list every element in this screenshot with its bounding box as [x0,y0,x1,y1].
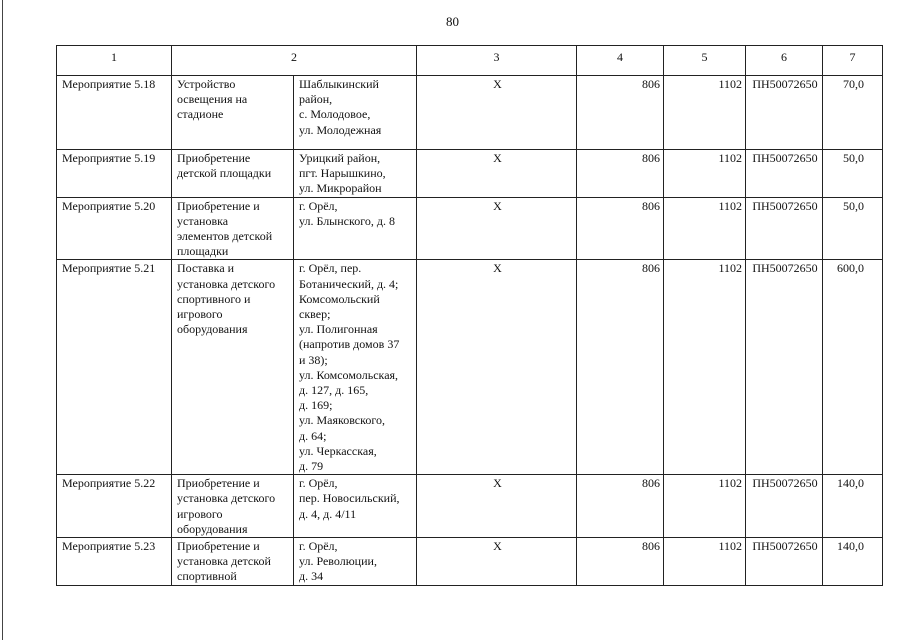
col4-cell: 806 [577,475,664,538]
address-cell: г. Орёл, ул. Революции, д. 34 [294,538,417,586]
event-name-cell: Приобретение и установка элементов детской площадки [172,197,294,260]
col6-cell: ПН50072650 [746,475,823,538]
event-name-cell: Устройство освещения на стадионе [172,76,294,150]
table-row [57,150,883,198]
event-name-cell: Приобретение детской площадки [172,150,294,198]
col5-cell: 1102 [664,150,746,198]
address-cell: г. Орёл, пер. Ботанический, д. 4; Комсомольский сквер; ул. Полигонная (напротив домов 37 и 38); ул. Комсомольская, д. 127, д. 165, д. 169; ул. Маяковского, д. 64; ул. Черкасская, д. 79 [294,260,417,475]
column-header: 7 [823,46,883,76]
col6-cell: ПН50072650 [746,260,823,475]
col7-cell: 70,0 [823,76,883,150]
col6-cell: ПН50072650 [746,150,823,198]
page-number: 80 [446,14,459,29]
event-name-cell: Приобретение и установка детского игрового оборудования [172,475,294,538]
col3-cell: Х [417,260,577,475]
col5-cell: 1102 [664,260,746,475]
col7-cell: 50,0 [823,150,883,198]
event-name-cell: Приобретение и установка детской спортивной [172,538,294,586]
col4-cell: 806 [577,197,664,260]
col4-cell: 806 [577,76,664,150]
column-header: 3 [417,46,577,76]
col6-cell: ПН50072650 [746,197,823,260]
col7-cell: 140,0 [823,538,883,586]
event-cell: Мероприятие 5.21 [57,260,172,475]
address-cell: Шаблыкинский район, с. Молодовое, ул. Молодежная [294,76,417,150]
col7-cell: 140,0 [823,475,883,538]
col7-cell: 50,0 [823,197,883,260]
col4-cell: 806 [577,260,664,475]
address-cell: г. Орёл, ул. Блынского, д. 8 [294,197,417,260]
column-header: 4 [577,46,664,76]
event-cell: Мероприятие 5.22 [57,475,172,538]
col3-cell: Х [417,475,577,538]
col5-cell: 1102 [664,76,746,150]
table-header-row [57,46,883,76]
col3-cell: Х [417,197,577,260]
col4-cell: 806 [577,150,664,198]
page-edge-rule [2,0,3,640]
event-cell: Мероприятие 5.18 [57,76,172,150]
col5-cell: 1102 [664,475,746,538]
col4-cell: 806 [577,538,664,586]
table-row [57,260,883,475]
table-row [57,76,883,150]
table-row [57,197,883,260]
table-row [57,538,883,586]
column-header: 5 [664,46,746,76]
address-cell: г. Орёл, пер. Новосильский, д. 4, д. 4/11 [294,475,417,538]
col5-cell: 1102 [664,538,746,586]
col6-cell: ПН50072650 [746,538,823,586]
table-row [57,475,883,538]
event-cell: Мероприятие 5.20 [57,197,172,260]
column-header: 6 [746,46,823,76]
column-header: 1 [57,46,172,76]
col3-cell: Х [417,76,577,150]
col6-cell: ПН50072650 [746,76,823,150]
col3-cell: Х [417,538,577,586]
col5-cell: 1102 [664,197,746,260]
column-header: 2 [172,46,417,76]
col3-cell: Х [417,150,577,198]
event-name-cell: Поставка и установка детского спортивного и игрового оборудования [172,260,294,475]
address-cell: Урицкий район, пгт. Нарышкино, ул. Микрорайон [294,150,417,198]
event-cell: Мероприятие 5.23 [57,538,172,586]
col7-cell: 600,0 [823,260,883,475]
budget-table [56,45,883,586]
event-cell: Мероприятие 5.19 [57,150,172,198]
